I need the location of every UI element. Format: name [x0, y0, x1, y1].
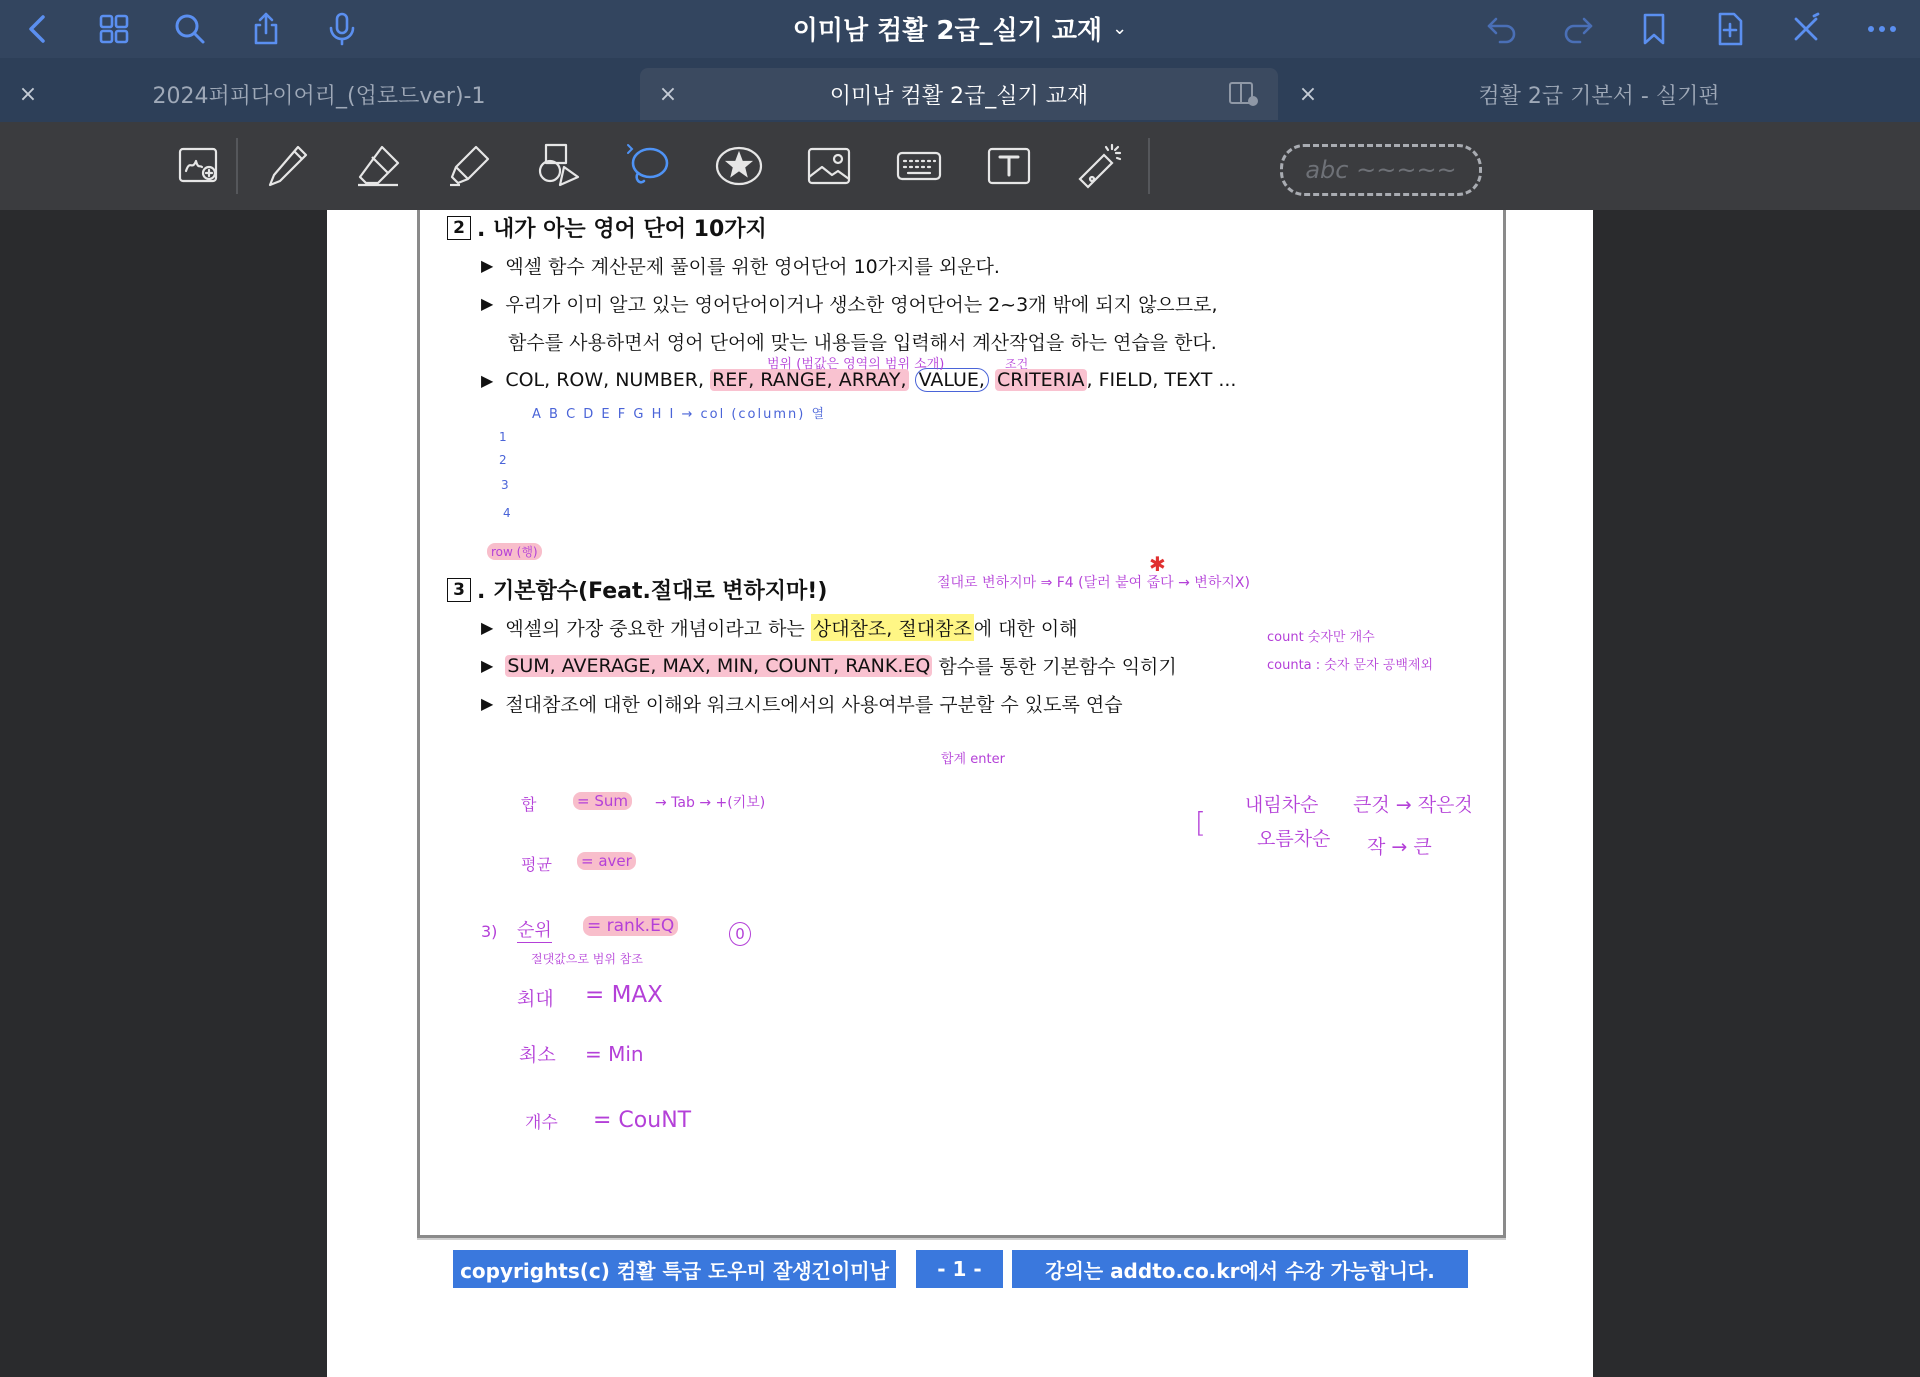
ink-max-formula: = MAX	[585, 982, 663, 1008]
ink-columns: A B C D E F G H I → col (column) 열	[532, 407, 827, 422]
ink-bracket: [	[1195, 806, 1206, 839]
bullet-triangle-icon: ▶	[481, 656, 494, 675]
toolbar-divider	[1148, 138, 1150, 194]
words-value: VALUE,	[915, 368, 989, 392]
bullet-text: 우리가 이미 알고 있는 영어단어이거나 생소한 영어단어는 2~3개 밖에 되지 않으므로,	[505, 294, 1218, 316]
section-title: . 기본함수(Feat.절대로 변하지마!)	[477, 579, 828, 604]
split-view-icon[interactable]	[1228, 80, 1260, 108]
share-icon[interactable]	[244, 8, 288, 50]
ink-row-1: 1	[499, 430, 507, 444]
tab-close-icon[interactable]: ×	[1298, 81, 1318, 107]
ink-enter-note: 합계 enter	[941, 752, 1005, 767]
zoom-write-icon[interactable]	[170, 138, 228, 194]
highlight-functions: SUM, AVERAGE, MAX, MIN, COUNT, RANK.EQ	[507, 654, 931, 677]
tab-basic-book[interactable]	[1280, 68, 1918, 120]
bullet-text: 엑셀 함수 계산문제 풀이를 위한 영어단어 10가지를 외운다.	[505, 256, 1000, 278]
words-highlight: REF, RANGE, ARRAY,	[712, 369, 907, 391]
ink-count-line1: count 숫자만 개수	[1267, 630, 1375, 645]
bullet-triangle-icon: ▶	[481, 694, 494, 713]
highlight-reference: 상대참조, 절대참조	[811, 614, 974, 641]
ink-sum-label: 합	[521, 795, 537, 814]
star-mark-icon: ✱	[1149, 552, 1166, 576]
ink-count-label: 개수	[525, 1113, 558, 1133]
close-icon[interactable]	[1784, 8, 1828, 50]
image-icon[interactable]	[800, 138, 858, 194]
ink-rank-prefix: 3)	[481, 922, 498, 941]
ink-circled-zero: 0	[729, 922, 751, 946]
ink-asc-rule: 작 → 큰	[1367, 836, 1432, 858]
bullet-triangle-icon: ▶	[481, 294, 494, 313]
ink-count-line2: counta : 숫자 문자 공백제외	[1267, 658, 1434, 673]
more-icon[interactable]	[1860, 8, 1904, 50]
ink-desc-label: 내림차순	[1245, 794, 1319, 816]
bullet-triangle-icon: ▶	[481, 370, 494, 390]
bullet-text-tail: 함수를 통한 기본함수 익히기	[938, 656, 1177, 678]
tab-bar	[0, 58, 1920, 122]
bullet-item	[481, 614, 1078, 641]
microphone-icon[interactable]	[320, 8, 364, 50]
ink-row-2: 2	[499, 453, 507, 467]
section-3-heading	[447, 574, 827, 605]
ink-rank-formula: = rank.EQ	[583, 916, 678, 936]
words-pre: COL, ROW, NUMBER,	[505, 369, 705, 391]
toolbar-divider	[236, 138, 238, 194]
tab-label: 이미남 컴활 2급_실기 교재	[829, 83, 1089, 109]
ink-row-4: 4	[503, 506, 511, 520]
ink-rank-sub: 절댓값으로 범위 참조	[531, 952, 643, 966]
words-post: , FIELD, TEXT ...	[1086, 369, 1237, 391]
textbox-icon[interactable]	[980, 138, 1038, 194]
section-number: 2	[447, 216, 471, 240]
highlighter-icon[interactable]	[440, 138, 498, 194]
ink-min-formula: = Min	[585, 1042, 644, 1066]
laser-pointer-icon[interactable]	[1070, 138, 1128, 194]
ink-avg-formula: = aver	[577, 852, 636, 870]
ink-row-3: 3	[501, 478, 509, 492]
section-number: 3	[447, 578, 471, 602]
bullet-item	[481, 690, 1123, 717]
bullet-triangle-icon: ▶	[481, 618, 494, 637]
bullet-text-tail: 에 대한 이해	[973, 618, 1078, 640]
words-criteria: CRITERIA	[997, 369, 1085, 391]
ink-f4-note: 절대로 변하지마 ⇒ F4 (달러 붙여 줍다 → 변하지X)	[937, 575, 1250, 591]
ink-sum-rest: → Tab → +(키보)	[655, 795, 766, 811]
bookmark-icon[interactable]	[1632, 8, 1676, 50]
section-title: . 내가 아는 영어 단어 10가지	[477, 217, 767, 242]
chevron-down-icon: ⌄	[1112, 17, 1128, 39]
eraser-icon[interactable]	[350, 138, 408, 194]
tool-bar	[0, 122, 1920, 210]
ink-row-label: row (행)	[487, 543, 542, 560]
tab-current-document[interactable]	[640, 68, 1278, 120]
shapes-icon[interactable]	[530, 138, 588, 194]
handwriting-placeholder: abc ~~~~~	[1305, 156, 1457, 184]
bullet-item	[481, 290, 1218, 317]
document-title-dropdown[interactable]	[760, 10, 1160, 46]
footer-copyright: copyrights(c) 컴활 특급 도우미 잘생긴이미남	[453, 1250, 896, 1288]
ink-rank-label: 순위	[517, 916, 552, 943]
sticker-icon[interactable]	[710, 138, 768, 194]
handwriting-input-box[interactable]	[1280, 144, 1482, 196]
bullet-item	[481, 652, 1177, 679]
bullet-item	[481, 252, 1000, 279]
back-icon[interactable]	[16, 8, 60, 50]
pen-icon[interactable]	[260, 138, 318, 194]
bullet-text: 엑셀의 가장 중요한 개념이라고 하는	[505, 618, 805, 640]
page-frame	[417, 210, 1506, 1238]
ink-sum-formula: = Sum	[573, 792, 632, 810]
keyboard-icon[interactable]	[890, 138, 948, 194]
ink-desc-rule: 큰것 → 작은것	[1353, 794, 1473, 816]
ink-min-label: 최소	[519, 1044, 556, 1066]
tab-close-icon[interactable]: ×	[658, 81, 678, 107]
undo-icon[interactable]	[1480, 8, 1524, 50]
redo-icon[interactable]	[1556, 8, 1600, 50]
document-title: 이미남 컴활 2급_실기 교재	[792, 15, 1103, 46]
search-icon[interactable]	[168, 8, 212, 50]
tab-close-icon[interactable]: ×	[18, 81, 38, 107]
ink-asc-label: 오름차순	[1257, 828, 1331, 850]
top-bar	[0, 0, 1920, 58]
tab-puppy-diary[interactable]	[0, 68, 638, 120]
footer-lecture-info: 강의는 addto.co.kr에서 수강 가능합니다.	[1012, 1250, 1468, 1288]
ink-note-criteria: 조건	[1005, 357, 1029, 371]
ink-avg-label: 평균	[521, 855, 552, 874]
bullet-triangle-icon: ▶	[481, 256, 494, 275]
bullet-text: 절대참조에 대한 이해와 워크시트에서의 사용여부를 구분할 수 있도록 연습	[505, 694, 1123, 716]
section-2-heading	[447, 212, 767, 243]
document-page[interactable]	[327, 210, 1593, 1377]
bullet-continuation: 함수를 사용하면서 영어 단어에 맞는 내용들을 입력해서 계산작업을 하는 연습을 한다.	[508, 332, 1217, 354]
tab-label: 2024퍼피다이어리_(업로드ver)-1	[152, 83, 486, 109]
ink-count-formula: = CouNT	[593, 1108, 692, 1133]
add-page-icon[interactable]	[1708, 8, 1752, 50]
footer-page-number: - 1 -	[916, 1250, 1003, 1288]
tab-label: 컴활 2급 기본서 - 실기편	[1478, 83, 1720, 109]
ink-note-range: 범위 (범값은 영역의 범위 소개)	[767, 357, 945, 372]
ink-max-label: 최대	[517, 988, 554, 1010]
document-canvas[interactable]	[0, 210, 1920, 1377]
lasso-icon[interactable]	[620, 138, 678, 194]
grid-icon[interactable]	[92, 8, 136, 50]
